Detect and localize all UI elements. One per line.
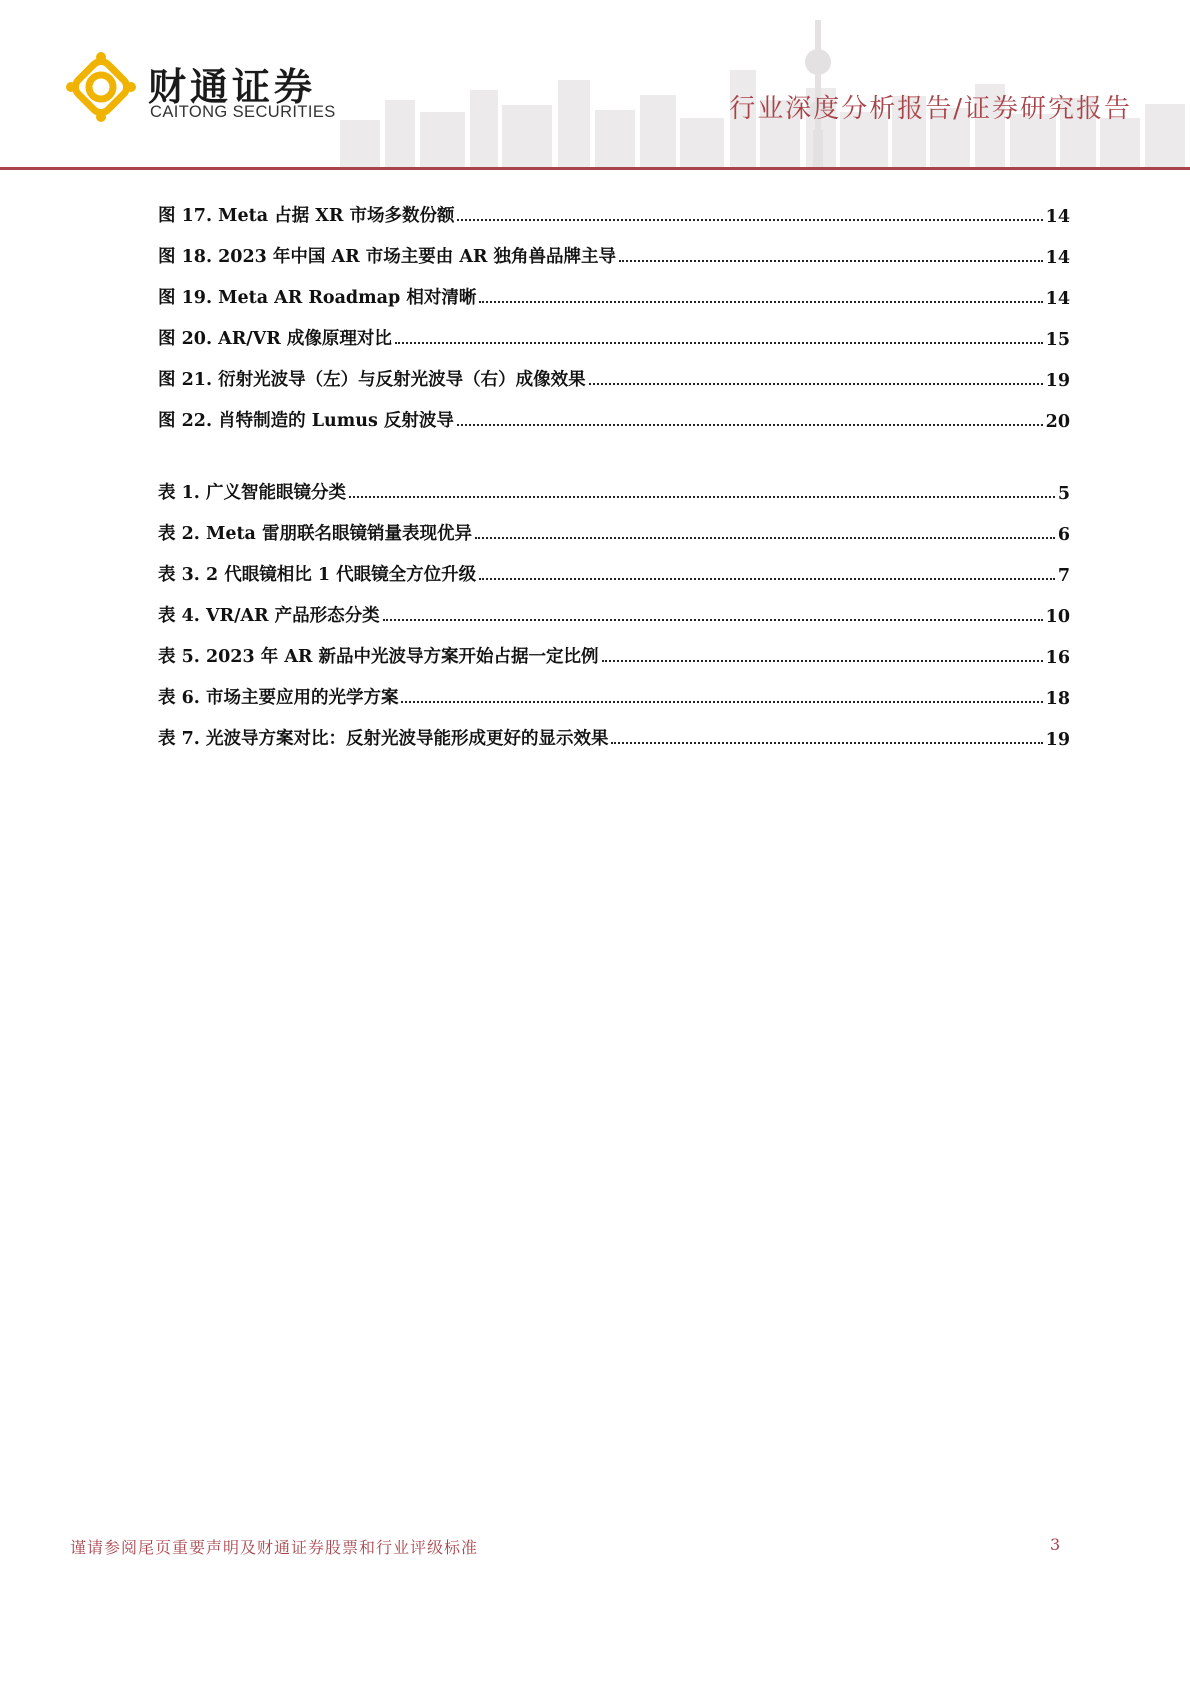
toc-entry-page: 5 [1057,484,1070,504]
page-number: 3 [1050,1535,1061,1554]
disclaimer-note: 谨请参阅尾页重要声明及财通证券股票和行业评级标准 [70,1538,479,1557]
toc-entry-page: 6 [1057,525,1070,545]
toc-entry-title: 表 1. 广义智能眼镜分类 [158,483,346,503]
company-name-cn: 财通证券 [148,65,317,109]
dot-leader [349,496,1055,498]
city-skyline-graphic [330,0,1190,168]
toc-entry-title: 表 5. 2023 年 AR 新品中光波导方案开始占据一定比例 [158,647,599,667]
dot-leader [611,742,1042,744]
toc-entry[interactable] [158,391,1070,432]
dot-leader [475,537,1055,539]
toc-entry-title: 图 17. Meta 占据 XR 市场多数份额 [158,206,455,226]
toc-entry[interactable] [158,227,1070,268]
toc-entry-title: 表 6. 市场主要应用的光学方案 [158,688,399,708]
dot-leader [619,260,1043,262]
caitong-logo-icon [66,52,136,122]
toc-entry-page: 18 [1045,689,1070,709]
dot-leader [479,578,1055,580]
table-list [158,463,1070,750]
dot-leader [395,342,1043,344]
toc-entry[interactable] [158,627,1070,668]
toc-entry[interactable] [158,586,1070,627]
toc-entry-title: 表 2. Meta 雷朋联名眼镜销量表现优异 [158,524,472,544]
toc-entry[interactable] [158,309,1070,350]
toc-entry-page: 16 [1045,648,1070,668]
toc-entry-title: 图 22. 肖特制造的 Lumus 反射波导 [158,411,454,431]
dot-leader [589,383,1043,385]
toc-entry-page: 19 [1045,371,1070,391]
toc-entry[interactable] [158,504,1070,545]
toc-entry-title: 表 3. 2 代眼镜相比 1 代眼镜全方位升级 [158,565,477,585]
toc-entry-page: 10 [1045,607,1070,627]
toc-entry[interactable] [158,545,1070,586]
toc-entry[interactable] [158,268,1070,309]
toc-entry[interactable] [158,709,1070,750]
toc-entry-page: 14 [1045,289,1070,309]
dot-leader [457,424,1043,426]
company-name-en: CAITONG SECURITIES [150,103,336,121]
toc-entry-page: 19 [1045,730,1070,750]
toc-entry-page: 14 [1045,248,1070,268]
toc-entry-title: 图 20. AR/VR 成像原理对比 [158,329,392,349]
toc-entry-page: 15 [1045,330,1070,350]
dot-leader [457,219,1042,221]
dot-leader [602,660,1043,662]
toc-entry[interactable] [158,463,1070,504]
dot-leader [383,619,1043,621]
header-divider [0,167,1190,170]
toc-entry-page: 14 [1045,207,1070,227]
page-header [0,0,1190,172]
toc-entry-page: 20 [1045,412,1070,432]
report-type-label: 行业深度分析报告/证券研究报告 [729,94,1132,124]
toc-entry[interactable] [158,186,1070,227]
dot-leader [401,701,1042,703]
toc-entry[interactable] [158,668,1070,709]
toc-entry-title: 表 4. VR/AR 产品形态分类 [158,606,380,626]
toc-entry-title: 图 21. 衍射光波导（左）与反射光波导（右）成像效果 [158,370,586,390]
dot-leader [479,301,1042,303]
toc-entry-title: 图 19. Meta AR Roadmap 相对清晰 [158,288,477,308]
toc-entry-title: 表 7. 光波导方案对比：反射光波导能形成更好的显示效果 [158,729,609,749]
toc-entry-page: 7 [1057,566,1070,586]
figure-list [158,186,1070,432]
toc-entry-title: 图 18. 2023 年中国 AR 市场主要由 AR 独角兽品牌主导 [158,247,617,267]
toc-entry[interactable] [158,350,1070,391]
